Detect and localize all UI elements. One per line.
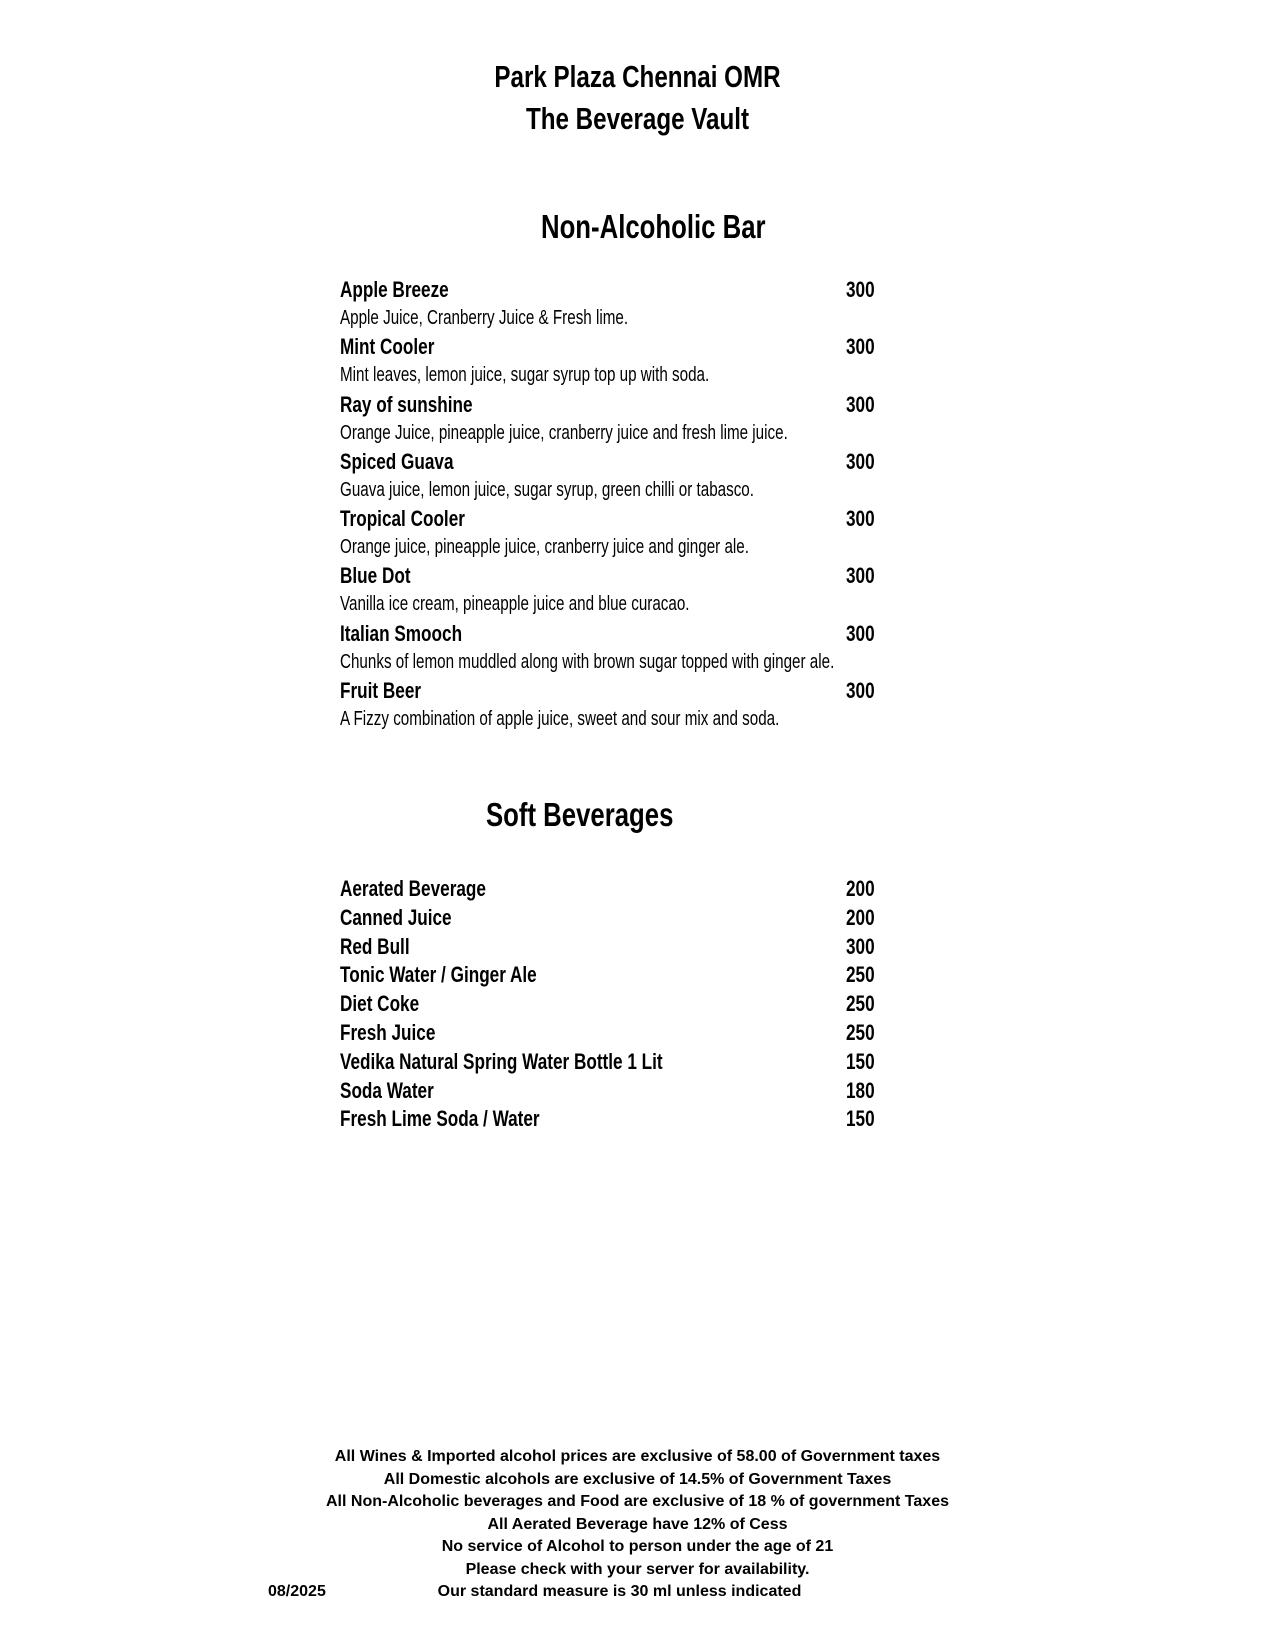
- item-price: 300: [846, 563, 875, 589]
- list-item: [340, 1019, 900, 1048]
- item-price: 300: [846, 506, 875, 532]
- item-name: Mint Cooler: [340, 334, 435, 360]
- disclaimer-line: No service of Alcohol to person under the age of 21: [441, 1538, 834, 1555]
- item-name: Fresh Juice: [340, 1019, 436, 1045]
- item-name: Fruit Beer: [340, 678, 422, 704]
- item-name: Red Bull: [340, 933, 410, 959]
- item-description: Orange juice, pineapple juice, cranberry juice and ginger ale.: [340, 536, 749, 559]
- disclaimer-line: Our standard measure is 30 ml unless indicated: [437, 1583, 802, 1600]
- list-item: [340, 904, 900, 933]
- item-price: 300: [846, 448, 875, 474]
- item-price: 300: [846, 933, 875, 959]
- menu-date-code: 08/2025: [268, 1583, 326, 1600]
- item-name: Vedika Natural Spring Water Bottle 1 Lit: [340, 1048, 663, 1074]
- item-description: Apple Juice, Cranberry Juice & Fresh lime.: [340, 307, 629, 329]
- hotel-name: Park Plaza Chennai OMR: [494, 59, 781, 94]
- outlet-name: The Beverage Vault: [525, 101, 750, 136]
- item-description: Mint leaves, lemon juice, sugar syrup top up with soda.: [340, 364, 710, 387]
- list-item: [340, 875, 900, 904]
- menu-header: [0, 56, 1275, 140]
- item-description: Orange Juice, pineapple juice, cranberry juice and fresh lime juice.: [340, 421, 788, 444]
- item-name: Fresh Lime Soda / Water: [340, 1106, 540, 1132]
- item-name: Italian Smooch: [340, 620, 463, 646]
- item-price: 300: [846, 334, 875, 360]
- disclaimer-line: All Aerated Beverage have 12% of Cess: [487, 1515, 788, 1533]
- menu-item: [340, 448, 900, 505]
- non-alcoholic-list: [340, 276, 900, 734]
- menu-item: [340, 620, 900, 677]
- item-price: 150: [846, 1048, 875, 1074]
- list-item: [340, 1105, 900, 1134]
- item-description: Guava juice, lemon juice, sugar syrup, green chilli or tabasco.: [340, 478, 754, 501]
- item-price: 250: [846, 1019, 875, 1045]
- menu-item: [340, 333, 900, 390]
- menu-item: [340, 562, 900, 619]
- list-item: [340, 933, 900, 962]
- menu-item: [340, 276, 900, 333]
- disclaimer-line: All Domestic alcohols are exclusive of 14.5% of Government Taxes: [383, 1470, 892, 1488]
- list-item: [340, 961, 900, 990]
- item-name: Soda Water: [340, 1077, 434, 1103]
- disclaimer-line: All Non-Alcoholic beverages and Food are exclusive of 18 % of government Taxes: [326, 1493, 949, 1510]
- item-price: 150: [846, 1106, 875, 1132]
- item-name: Tonic Water / Ginger Ale: [340, 962, 537, 988]
- item-name: Tropical Cooler: [340, 506, 465, 532]
- item-price: 180: [846, 1077, 875, 1103]
- non-alcoholic-heading: Non-Alcoholic Bar: [541, 208, 766, 245]
- item-name: Spiced Guava: [340, 448, 454, 474]
- item-price: 250: [846, 962, 875, 988]
- item-price: 300: [846, 678, 875, 704]
- item-price: 250: [846, 991, 875, 1017]
- item-description: Chunks of lemon muddled along with brown sugar topped with ginger ale.: [340, 650, 835, 673]
- menu-item: [340, 391, 900, 448]
- list-item: [340, 1077, 900, 1106]
- item-description: Vanilla ice cream, pineapple juice and blue curacao.: [340, 593, 690, 616]
- item-price: 300: [846, 277, 875, 302]
- item-price: 200: [846, 904, 875, 930]
- item-name: Blue Dot: [340, 563, 411, 589]
- item-price: 200: [846, 876, 875, 901]
- item-name: Ray of sunshine: [340, 391, 473, 417]
- list-item: [340, 1048, 900, 1077]
- item-name: Aerated Beverage: [340, 876, 486, 901]
- item-price: 300: [846, 620, 875, 646]
- menu-item: [340, 505, 900, 562]
- item-name: Diet Coke: [340, 991, 420, 1017]
- disclaimer-line: Please check with your server for availability.: [465, 1560, 810, 1578]
- item-name: Apple Breeze: [340, 277, 449, 302]
- disclaimer-line: All Wines & Imported alcohol prices are exclusive of 58.00 of Government taxes: [334, 1448, 941, 1465]
- soft-beverages-heading: Soft Beverages: [486, 796, 674, 833]
- item-description: A Fizzy combination of apple juice, sweet and sour mix and soda.: [340, 708, 780, 731]
- menu-item: [340, 677, 900, 734]
- list-item: [340, 990, 900, 1019]
- tax-disclaimer: [0, 1446, 1275, 1604]
- soft-beverages-list: [340, 875, 900, 1134]
- item-name: Canned Juice: [340, 904, 452, 930]
- item-price: 300: [846, 391, 875, 417]
